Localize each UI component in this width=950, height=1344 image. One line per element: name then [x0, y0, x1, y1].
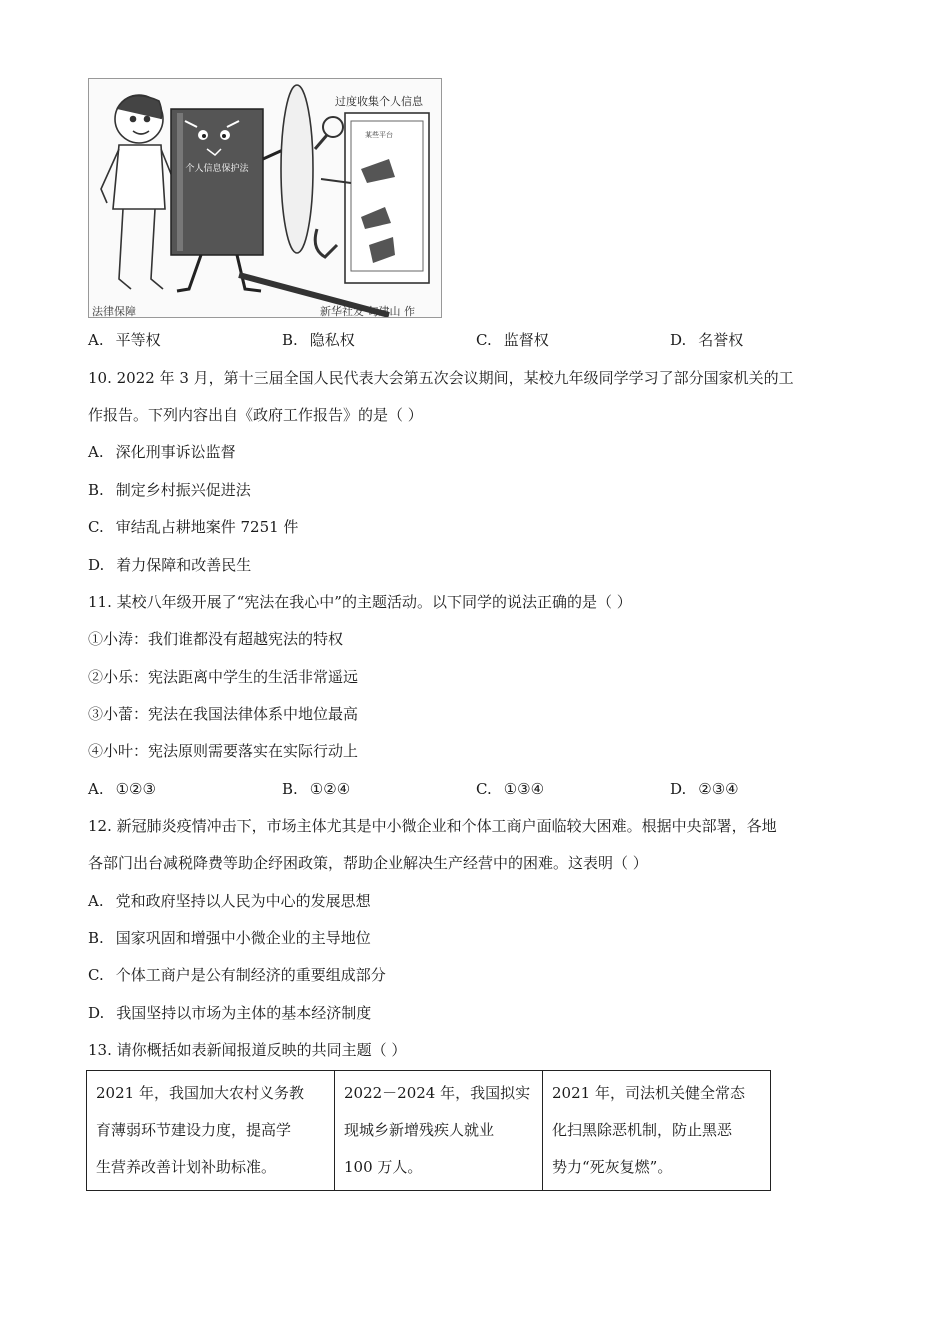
q12-option-c[interactable]: C. 个体工商户是公有制经济的重要组成部分 [88, 966, 386, 984]
q11-stem: 11. 某校八年级开展了“宪法在我心中”的主题活动。以下同学的说法正确的是（ ） [88, 593, 632, 611]
platform-label: 某些平台 [365, 131, 393, 139]
q11-statement-1: ①小涛：我们谁都没有超越宪法的特权 [88, 630, 344, 648]
magnifier-icon [323, 117, 343, 137]
q9-option-d[interactable]: D. 名誉权 [670, 331, 744, 349]
q11-statement-4: ④小叶：宪法原则需要落实在实际行动上 [88, 742, 359, 760]
shield-icon [281, 85, 313, 253]
q10-option-c[interactable]: C. 审结乱占耕地案件 7251 件 [88, 518, 299, 536]
q9-option-c[interactable]: C. 监督权 [476, 331, 549, 349]
q11-statement-2: ②小乐：宪法距离中学生的生活非常遥远 [88, 668, 359, 686]
caption-left: 法律保障 [92, 305, 136, 318]
q10-option-b[interactable]: B. 制定乡村振兴促进法 [88, 481, 251, 499]
q10-stem-line2: 作报告。下列内容出自《政府工作报告》的是（ ） [88, 406, 423, 424]
magnet-icon [315, 229, 337, 257]
q12-option-a[interactable]: A. 党和政府坚持以人民为中心的发展思想 [88, 892, 371, 910]
cartoon-drawing [89, 79, 441, 317]
news-cell-2: 2022－2024 年，我国拟实 现城乡新增残疾人就业 100 万人。 [335, 1071, 543, 1191]
caption-right: 新华社发 勾建山 作 [320, 305, 415, 318]
q13-stem: 13. 请你概括如表新闻报道反映的共同主题（ ） [88, 1041, 407, 1059]
law-book-figure [171, 109, 285, 291]
q11-option-b[interactable]: B. ①②④ [282, 780, 351, 798]
q12-stem-line2: 各部门出台减税降费等助企纾困政策，帮助企业解决生产经营中的困难。这表明（ ） [88, 854, 648, 872]
table-row [87, 1071, 771, 1191]
news-cell-1: 2021 年，我国加大农村义务教 育薄弱环节建设力度，提高学 生营养改善计划补助标准。 [87, 1071, 335, 1191]
q11-option-c[interactable]: C. ①③④ [476, 780, 545, 798]
book-title: 个人信息保护法 [185, 164, 249, 174]
q11-statement-3: ③小蕾：宪法在我国法律体系中地位最高 [88, 705, 359, 723]
q11-option-d[interactable]: D. ②③④ [670, 780, 739, 798]
q9-option-a[interactable]: A. 平等权 [88, 331, 161, 349]
q10-stem-line1: 10. 2022 年 3 月，第十三届全国人民代表大会第五次会议期间，某校九年级同学学习了部分国家机关的工 [88, 369, 794, 387]
q12-option-b[interactable]: B. 国家巩固和增强中小微企业的主导地位 [88, 929, 371, 947]
q10-option-a[interactable]: A. 深化刑事诉讼监督 [88, 443, 236, 461]
q12-stem-line1: 12. 新冠肺炎疫情冲击下，市场主体尤其是中小微企业和个体工商户面临较大困难。根据中央部署，各地 [88, 817, 777, 835]
q12-option-d[interactable]: D. 我国坚持以市场为主体的基本经济制度 [88, 1004, 372, 1022]
news-table [86, 1070, 771, 1191]
news-cell-3: 2021 年，司法机关健全常态 化扫黑除恶机制，防止黑恶 势力“死灰复燃”。 [543, 1071, 771, 1191]
q9-option-b[interactable]: B. 隐私权 [282, 331, 355, 349]
q11-option-a[interactable]: A. ①②③ [88, 780, 156, 798]
q10-option-d[interactable]: D. 着力保障和改善民生 [88, 556, 252, 574]
cartoon-illustration [88, 78, 442, 318]
banner-text: 过度收集个人信息 [335, 95, 423, 108]
